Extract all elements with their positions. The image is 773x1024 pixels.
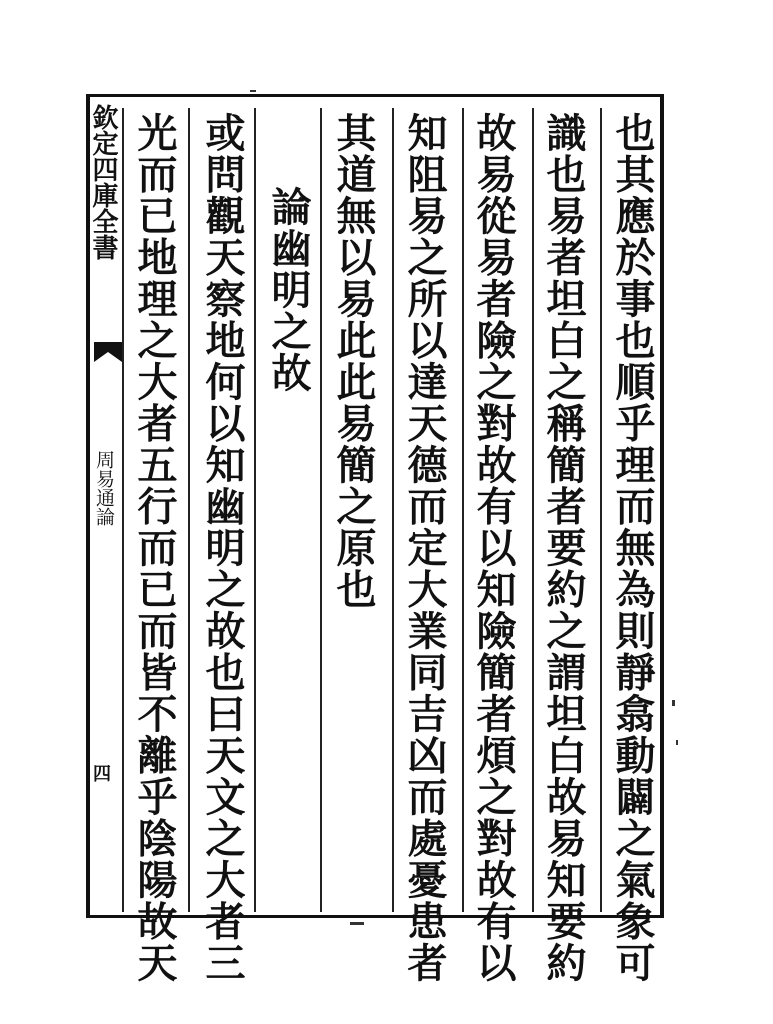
text-column-2: 識也易者坦白之稱簡者要約之謂坦白故易知要約 bbox=[540, 112, 587, 984]
scan-speck bbox=[250, 90, 256, 92]
scan-speck bbox=[676, 740, 678, 745]
text-column-7: 或問觀天察地何以知幽明之故也曰天文之大者三 bbox=[199, 112, 246, 984]
column-rule bbox=[320, 108, 322, 912]
column-rule bbox=[254, 108, 256, 912]
text-column-1: 也其應於事也順乎理而無為則靜翕動闢之氣象可 bbox=[609, 112, 656, 984]
book-title: 欽定四庫全書 bbox=[88, 104, 118, 260]
column-rule bbox=[600, 108, 602, 912]
column-rule bbox=[462, 108, 464, 912]
chapter-title: 周易通論 bbox=[93, 450, 115, 526]
text-column-3: 故易從易者險之對故有以知險簡者煩之對故有以 bbox=[470, 112, 517, 984]
text-column-8: 光而已地理之大者五行而已而皆不離乎陰陽故天 bbox=[131, 112, 178, 984]
section-heading: 論幽明之故 bbox=[265, 186, 312, 394]
column-rule bbox=[122, 108, 124, 912]
fishtail-mark-icon bbox=[94, 342, 122, 366]
column-rule bbox=[188, 108, 190, 912]
scan-speck bbox=[350, 922, 364, 925]
scan-speck bbox=[672, 700, 675, 706]
page-number: 四 bbox=[93, 764, 111, 785]
text-column-5: 其道無以易此此易簡之原也 bbox=[330, 112, 377, 610]
text-column-4: 知阻易之所以達天德而定大業同吉凶而處憂患者 bbox=[401, 112, 448, 984]
column-rule bbox=[392, 108, 394, 912]
column-rule bbox=[532, 108, 534, 912]
